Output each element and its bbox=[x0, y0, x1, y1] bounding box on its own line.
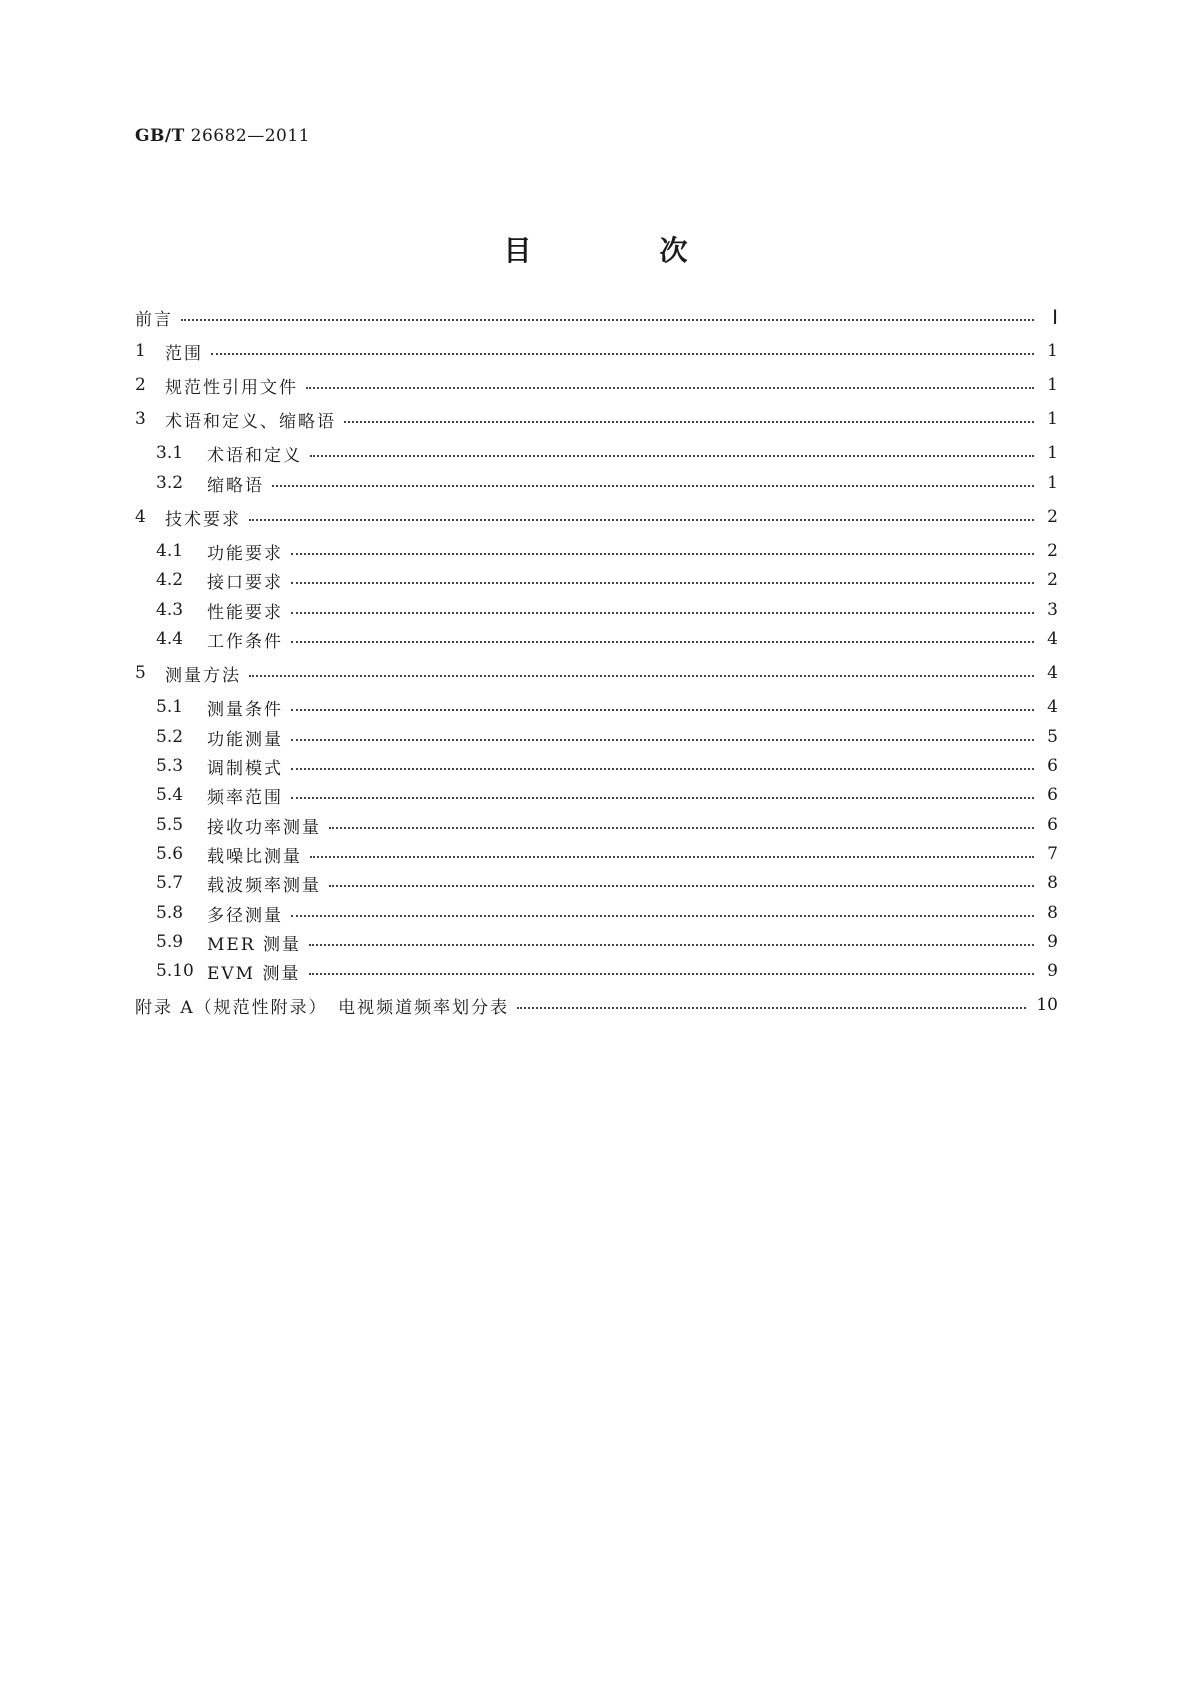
toc-title: 目 次 bbox=[503, 234, 738, 267]
toc-dot-leader bbox=[291, 553, 1034, 555]
toc-entry-page: 1 bbox=[1047, 375, 1058, 395]
toc-entry-page: 6 bbox=[1047, 785, 1058, 805]
toc-entry-page: 6 bbox=[1047, 815, 1058, 835]
toc-dot-leader bbox=[291, 768, 1034, 770]
toc-entry-page: 9 bbox=[1047, 961, 1058, 981]
toc-entry-page: 9 bbox=[1047, 932, 1058, 952]
toc-dot-leader bbox=[344, 421, 1034, 423]
toc-entry-5-9[interactable] bbox=[156, 930, 1058, 954]
toc-entry-label: 多径测量 bbox=[207, 905, 283, 926]
toc-entry-number: 4.2 bbox=[156, 570, 184, 590]
toc-dot-leader bbox=[272, 485, 1034, 487]
toc-entry-number: 5.10 bbox=[156, 961, 194, 981]
toc-entry-4[interactable] bbox=[135, 505, 1058, 529]
toc-entry-number: 5 bbox=[135, 663, 146, 683]
toc-entry-label: 前言 bbox=[135, 309, 173, 330]
toc-entry-number: 5.6 bbox=[156, 844, 184, 864]
toc-dot-leader bbox=[309, 944, 1034, 946]
toc-entry-label: 范围 bbox=[165, 343, 203, 364]
toc-dot-leader bbox=[329, 827, 1034, 829]
toc-entry-label: 附录 A（规范性附录） 电视频道频率划分表 bbox=[135, 997, 510, 1018]
toc-entry-label: 缩略语 bbox=[207, 475, 264, 496]
toc-entry-page: 2 bbox=[1047, 541, 1058, 561]
toc-dot-leader bbox=[211, 353, 1034, 355]
toc-entry-page: 10 bbox=[1036, 995, 1058, 1015]
toc-entry-label: 载噪比测量 bbox=[207, 846, 302, 867]
toc-entry-page: 3 bbox=[1047, 600, 1058, 620]
toc-entry-number: 5.4 bbox=[156, 785, 184, 805]
toc-dot-leader bbox=[291, 739, 1034, 741]
toc-entry-label: 测量方法 bbox=[165, 665, 241, 686]
toc-entry-5-10[interactable] bbox=[156, 959, 1058, 983]
toc-entry-5-5[interactable] bbox=[156, 813, 1058, 837]
toc-entry-label: EVM 测量 bbox=[207, 963, 301, 984]
standard-code bbox=[135, 126, 310, 146]
toc-entry-5-3[interactable] bbox=[156, 754, 1058, 778]
toc-entry-label: 术语和定义 bbox=[207, 445, 302, 466]
toc-entry-label: MER 测量 bbox=[207, 934, 302, 955]
toc-dot-leader bbox=[181, 319, 1034, 321]
toc-entry-page: 1 bbox=[1047, 443, 1058, 463]
toc-entry-number: 5.2 bbox=[156, 727, 184, 747]
toc-entry-page: 4 bbox=[1047, 663, 1058, 683]
toc-dot-leader bbox=[291, 915, 1034, 917]
toc-dot-leader bbox=[249, 519, 1034, 521]
toc-entry-number: 4 bbox=[135, 507, 146, 527]
toc-entry-number: 3.2 bbox=[156, 473, 184, 493]
toc-dot-leader bbox=[291, 797, 1034, 799]
toc-dot-leader bbox=[329, 885, 1034, 887]
toc-entry-number: 5.1 bbox=[156, 697, 184, 717]
toc-entry-page: 6 bbox=[1047, 756, 1058, 776]
toc-entry-5[interactable] bbox=[135, 661, 1058, 685]
toc-entry-number: 5.7 bbox=[156, 873, 184, 893]
toc-dot-leader bbox=[517, 1007, 1026, 1009]
toc-entry-label: 接口要求 bbox=[207, 572, 283, 593]
standard-prefix: GB/T bbox=[135, 126, 185, 146]
toc-entry-number: 2 bbox=[135, 375, 146, 395]
toc-entry-preface[interactable] bbox=[135, 305, 1058, 329]
toc-entry-page: 2 bbox=[1047, 507, 1058, 527]
toc-entry-5-8[interactable] bbox=[156, 901, 1058, 925]
toc-entry-number: 4.3 bbox=[156, 600, 184, 620]
toc-entry-label: 术语和定义、缩略语 bbox=[165, 411, 336, 432]
toc-dot-leader bbox=[310, 856, 1034, 858]
toc-entry-page: 5 bbox=[1047, 727, 1058, 747]
toc-entry-number: 5.8 bbox=[156, 903, 184, 923]
toc-entry-1[interactable] bbox=[135, 339, 1058, 363]
toc-entry-3-1[interactable] bbox=[156, 441, 1058, 465]
toc-entry-page: 1 bbox=[1047, 409, 1058, 429]
toc-dot-leader bbox=[291, 641, 1034, 643]
standard-number: 26682—2011 bbox=[190, 126, 310, 146]
toc-entry-annex-a[interactable] bbox=[135, 993, 1058, 1017]
toc-entry-page: 8 bbox=[1047, 873, 1058, 893]
toc-entry-number: 3 bbox=[135, 409, 146, 429]
toc-dot-leader bbox=[291, 709, 1034, 711]
toc-entry-page: 7 bbox=[1047, 844, 1058, 864]
toc-entry-5-6[interactable] bbox=[156, 842, 1058, 866]
toc-entry-page: 8 bbox=[1047, 903, 1058, 923]
toc-entry-number: 4.4 bbox=[156, 629, 184, 649]
toc-entry-number: 5.9 bbox=[156, 932, 184, 952]
toc-entry-number: 5.3 bbox=[156, 756, 184, 776]
toc-entry-page: 1 bbox=[1047, 341, 1058, 361]
toc-entry-5-2[interactable] bbox=[156, 725, 1058, 749]
toc-entry-3-2[interactable] bbox=[156, 471, 1058, 495]
toc-entry-5-4[interactable] bbox=[156, 783, 1058, 807]
toc-dot-leader bbox=[249, 675, 1034, 677]
toc-dot-leader bbox=[291, 582, 1034, 584]
toc-entry-label: 规范性引用文件 bbox=[165, 377, 298, 398]
toc-entry-page: 2 bbox=[1047, 570, 1058, 590]
toc-entry-label: 接收功率测量 bbox=[207, 817, 321, 838]
toc-entry-label: 调制模式 bbox=[207, 758, 283, 779]
toc-entry-page: Ⅰ bbox=[1052, 306, 1058, 329]
toc-entry-number: 3.1 bbox=[156, 443, 184, 463]
toc-entry-label: 载波频率测量 bbox=[207, 875, 321, 896]
toc-entry-label: 功能要求 bbox=[207, 543, 283, 564]
toc-dot-leader bbox=[309, 973, 1035, 975]
toc-entry-4-2[interactable] bbox=[156, 568, 1058, 592]
toc-entry-label: 技术要求 bbox=[165, 509, 241, 530]
toc-entry-label: 性能要求 bbox=[207, 602, 283, 623]
toc-entry-2[interactable] bbox=[135, 373, 1058, 397]
toc-entry-label: 频率范围 bbox=[207, 787, 283, 808]
toc-dot-leader bbox=[291, 612, 1034, 614]
toc-entry-4-4[interactable] bbox=[156, 627, 1058, 651]
toc-entry-number: 4.1 bbox=[156, 541, 184, 561]
toc-entry-page: 1 bbox=[1047, 473, 1058, 493]
toc-dot-leader bbox=[306, 387, 1034, 389]
toc-entry-4-3[interactable] bbox=[156, 598, 1058, 622]
toc-entry-label: 工作条件 bbox=[207, 631, 283, 652]
toc-entry-3[interactable] bbox=[135, 407, 1058, 431]
toc-entry-label: 功能测量 bbox=[207, 729, 283, 750]
toc-entry-5-1[interactable] bbox=[156, 695, 1058, 719]
toc-entry-number: 1 bbox=[135, 341, 146, 361]
toc-dot-leader bbox=[310, 455, 1034, 457]
toc-entry-5-7[interactable] bbox=[156, 871, 1058, 895]
toc-entry-page: 4 bbox=[1047, 629, 1058, 649]
toc-entry-number: 5.5 bbox=[156, 815, 184, 835]
toc-entry-page: 4 bbox=[1047, 697, 1058, 717]
toc-entry-4-1[interactable] bbox=[156, 539, 1058, 563]
toc-entry-label: 测量条件 bbox=[207, 699, 283, 720]
